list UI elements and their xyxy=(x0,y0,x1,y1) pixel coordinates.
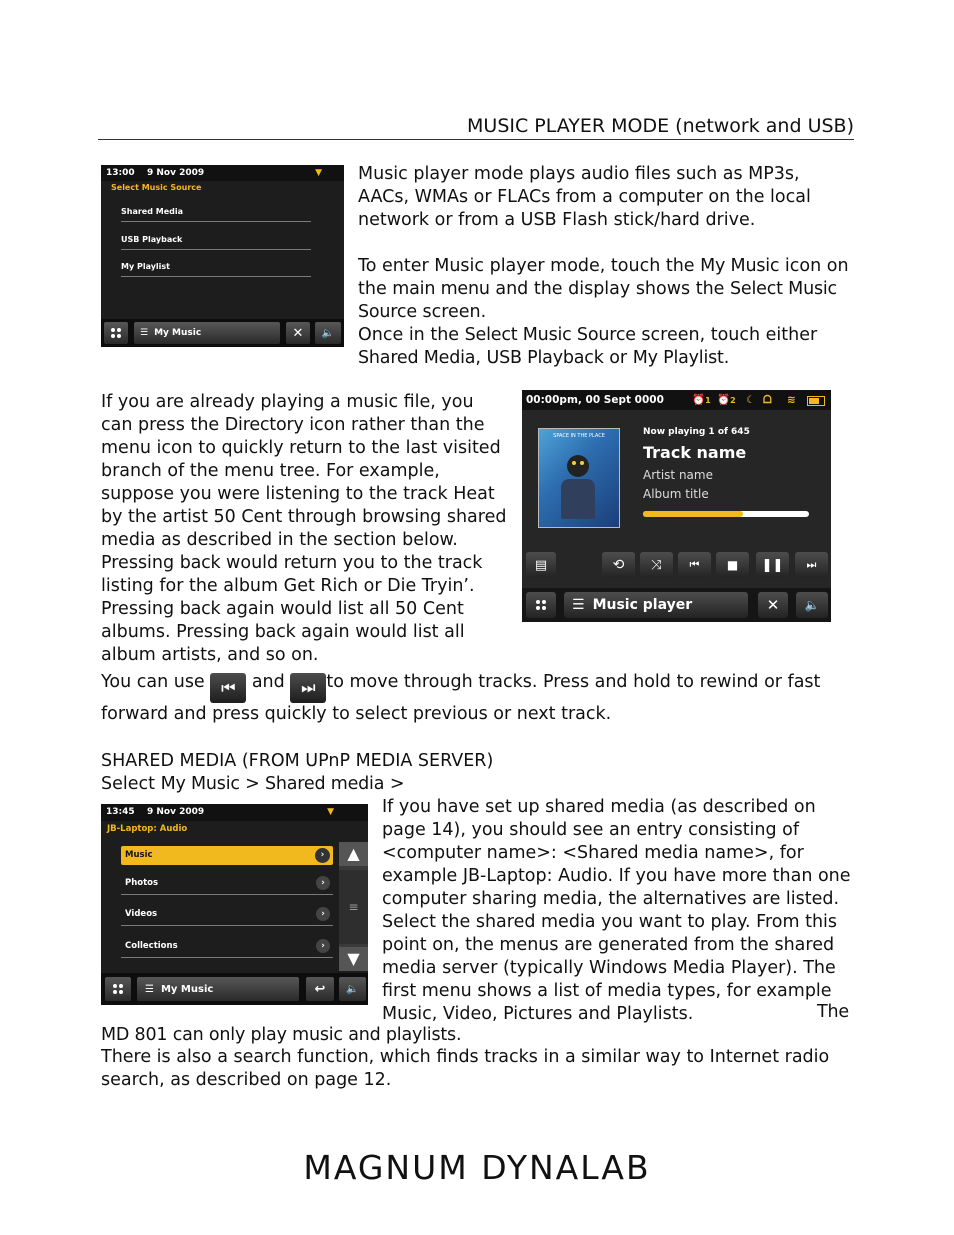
select-source-term: Select Music Source xyxy=(358,279,837,322)
artist-name: Artist name xyxy=(643,468,713,482)
shared-media-screenshot xyxy=(101,804,368,1005)
shared-media-paragraph: If you have set up shared media (as described on page 14), you should see an entry consisting of <computer name>: <Shared media name>, for example JB-Laptop: Audio. If you have more than one computer sharing media, the alternatives are listed. Select the shared media you want to play. From this point on, the menus are generated from the shared media server (typically Windows Media Player). The first menu shows a list of media types, for example Music, Video, Pictures and Playlists. xyxy=(382,797,851,1024)
scrollbar[interactable] xyxy=(339,842,368,971)
robot-figure xyxy=(567,455,589,477)
next-track-icon: ⏭ xyxy=(290,673,326,703)
track-name: Track name xyxy=(643,443,747,462)
menu-icon: ☰ xyxy=(145,983,154,995)
playback-limitation-note: The MD 801 can only play music and playlists. xyxy=(101,1002,849,1045)
wifi-icon: ≋ xyxy=(787,394,796,406)
track-navigation-paragraph: You can use ⏮ and ⏭ to move through tracks. Press and hold to rewind or fast forward and press quickly to select previous or next track. xyxy=(101,672,821,724)
album-art xyxy=(538,428,620,528)
select-path-line: Select My Music > Shared media > xyxy=(101,774,405,794)
volume-icon[interactable]: 🔈 xyxy=(339,977,366,1001)
intro-paragraph: Music player mode plays audio files such as MP3s, AACs, WMAs or FLACs from a computer on the local network or from a USB Flash stick/hard drive. xyxy=(358,164,811,230)
album-art-text: SPACE IN THE PLACE xyxy=(553,433,605,439)
progress-fill xyxy=(643,511,743,517)
chevron-right-icon: › xyxy=(316,939,330,953)
home-grid-icon[interactable] xyxy=(105,977,131,1001)
close-icon[interactable]: ✕ xyxy=(758,592,788,618)
home-grid-icon[interactable] xyxy=(104,322,128,344)
sleep-icon: ☾ xyxy=(746,394,756,406)
music-player-menu-button[interactable] xyxy=(564,592,748,618)
status-time: 13:45 xyxy=(106,807,135,817)
close-icon[interactable]: ✕ xyxy=(286,322,310,344)
my-music-term: My Music xyxy=(700,256,780,276)
progress-bar xyxy=(643,511,809,517)
alarm-2-icon: ⏰2 xyxy=(717,394,736,406)
status-date: 9 Nov 2009 xyxy=(147,807,205,817)
scroll-down-icon[interactable]: ▼ xyxy=(339,947,368,971)
now-playing-count: Now playing 1 of 645 xyxy=(643,427,750,437)
alarm-1-icon: ⏰1 xyxy=(692,394,711,406)
status-datetime: 00:00pm, 00 Sept 0000 xyxy=(526,394,664,406)
network-icon: ▼ xyxy=(327,807,334,817)
shared-media-heading: SHARED MEDIA (FROM UPnP MEDIA SERVER) xyxy=(101,751,494,771)
music-player-screenshot xyxy=(522,390,831,622)
breadcrumb: Select Music Source xyxy=(111,183,202,192)
page-title: MUSIC PLAYER MODE (network and USB) xyxy=(98,113,854,140)
my-music-menu-button[interactable] xyxy=(137,977,299,1001)
select-music-source-screenshot xyxy=(101,165,344,347)
menu-item-my-playlist[interactable]: My Playlist xyxy=(121,260,311,277)
intro-text xyxy=(358,163,854,370)
pause-icon[interactable]: ❚❚ xyxy=(756,552,789,578)
battery-icon xyxy=(807,396,825,406)
previous-track-icon[interactable]: ⏮ xyxy=(678,552,711,578)
chevron-right-icon: › xyxy=(316,907,330,921)
brand-logo: MAGNUM DYNALAB xyxy=(303,1148,651,1187)
next-track-icon[interactable]: ⏭ xyxy=(795,552,828,578)
status-date: 9 Nov 2009 xyxy=(147,168,205,178)
volume-icon[interactable]: 🔈 xyxy=(315,322,341,344)
scroll-thumb[interactable]: ≡ xyxy=(339,870,368,944)
list-item-photos[interactable]: Photos › xyxy=(121,874,333,895)
previous-track-icon: ⏮ xyxy=(210,673,246,703)
enter-mode-paragraph: To enter Music player mode, touch the My Music icon on the main menu and the display shows the Select Music Source screen. xyxy=(358,256,849,322)
scroll-up-icon[interactable]: ▲ xyxy=(339,842,368,866)
chevron-right-icon: › xyxy=(316,876,330,890)
search-paragraph: There is also a search function, which finds tracks in a similar way to Internet radio search, as described on page 12. xyxy=(101,1047,830,1090)
status-time: 13:00 xyxy=(106,168,135,178)
home-grid-icon[interactable] xyxy=(526,592,556,618)
list-item-videos[interactable]: Videos › xyxy=(121,905,333,926)
menu-icon: ☰ xyxy=(572,597,585,613)
network-icon: ▼ xyxy=(315,168,322,178)
select-source-paragraph: Once in the Select Music Source screen, touch either Shared Media, USB Playback or My Playlist. xyxy=(358,325,818,368)
back-icon[interactable]: ↩ xyxy=(306,977,334,1001)
stop-icon[interactable]: ■ xyxy=(716,552,749,578)
menu-icon: ☰ xyxy=(140,328,149,338)
volume-icon[interactable]: 🔈 xyxy=(796,592,828,618)
menu-item-shared-media[interactable]: Shared Media xyxy=(121,205,311,222)
directory-paragraph: If you are already playing a music file, you can press the Directory icon rather than the menu icon to quickly return to the last visited branch of the menu tree. For example, suppose you were listening to the track Heat by the artist 50 Cent through browsing shared media as described in the section below. Pressing back would return you to the track listing for the album Get Rich or Die Tryin’. Pressing back again would list all 50 Cent albums. Pressing back again would list all album artists, and so on. xyxy=(101,392,507,665)
menu-label: My Music xyxy=(160,983,214,995)
shuffle-icon[interactable]: ⤨ xyxy=(640,552,673,578)
repeat-icon[interactable]: ⟲ xyxy=(602,552,635,578)
shared-media-note xyxy=(101,1001,854,1047)
chevron-right-icon: › xyxy=(315,848,330,863)
menu-item-usb-playback[interactable]: USB Playback xyxy=(121,233,311,250)
snooze-icon: ᗝ xyxy=(763,394,772,406)
directory-icon[interactable]: ▤ xyxy=(526,552,556,578)
main-menu-term: main menu xyxy=(392,279,490,299)
my-music-menu-button[interactable] xyxy=(134,322,280,344)
menu-label: My Music xyxy=(154,328,202,338)
menu-label: Music player xyxy=(592,597,693,613)
breadcrumb: JB-Laptop: Audio xyxy=(107,824,188,834)
list-item-collections[interactable]: Collections › xyxy=(121,937,333,958)
list-item-music[interactable]: Music › xyxy=(121,846,333,865)
album-title: Album title xyxy=(643,487,709,501)
